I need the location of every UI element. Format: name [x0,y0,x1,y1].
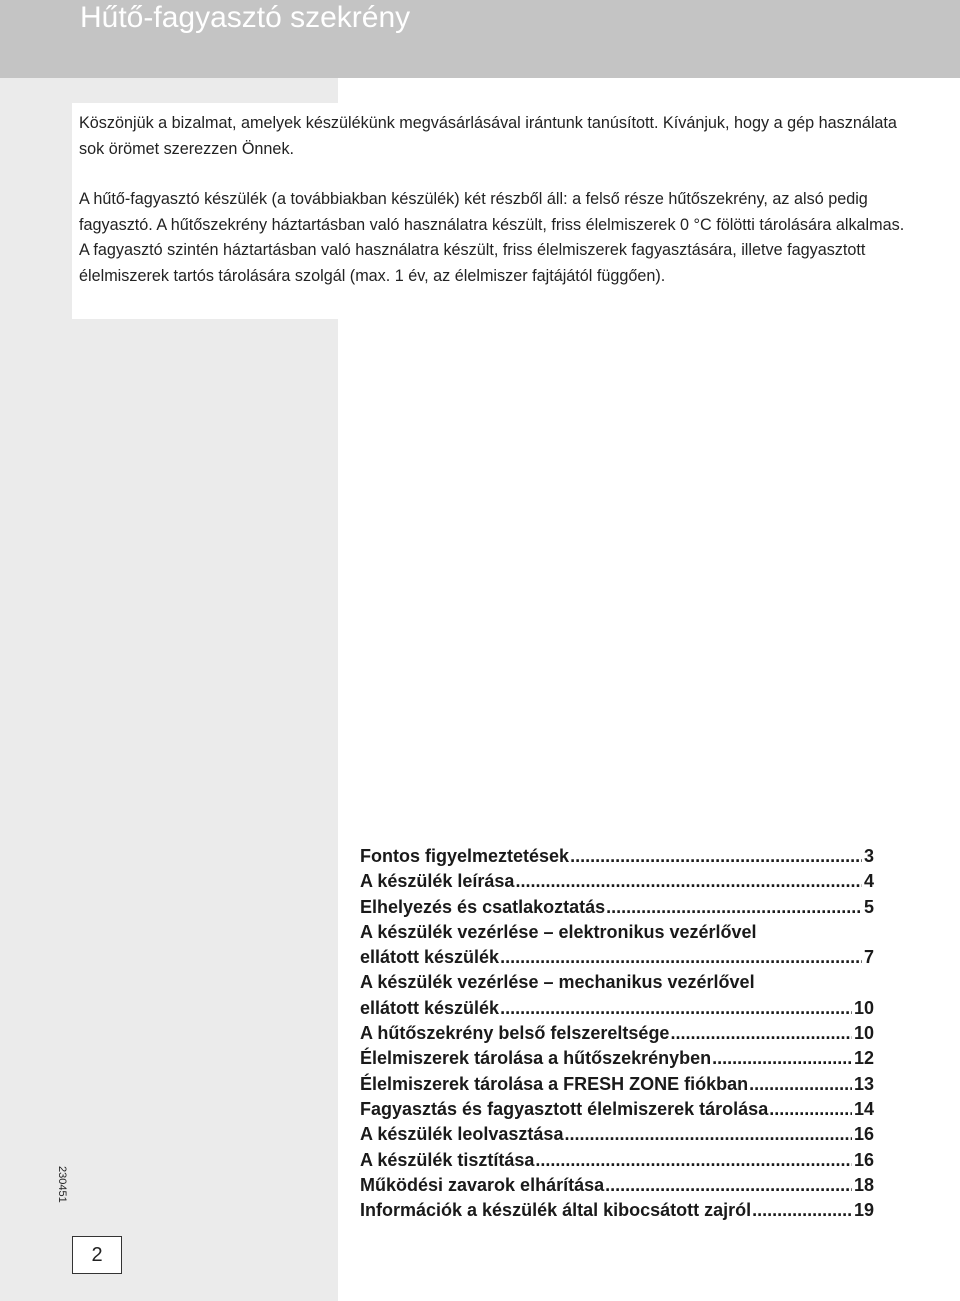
intro-paragraph: A hűtő-fagyasztó készülék (a továbbiakban készülék) két részből áll: a felső része hűtőszekrény, az alsó pedig fagyasztó. A hűtőszekrény háztartásban való használatra készült, friss élelmiszerek 0 °C fölötti tárolására alkalmas. [79,190,905,234]
toc-entry[interactable] [360,945,874,970]
toc-entry[interactable] [360,996,874,1021]
page-title: Hűtő-fagyasztó szekrény [80,1,411,34]
toc-leader-dots [605,1173,852,1198]
toc-entry[interactable] [360,1122,874,1147]
toc-entry-page: 5 [863,896,874,917]
toc-entry-page: 16 [853,1149,874,1170]
toc-entry[interactable] [360,895,874,920]
toc-entry[interactable] [360,1046,874,1071]
toc-leader-dots [749,1072,852,1097]
toc-entry-page: 7 [863,947,874,968]
toc-entry-title: Információk a készülék által kibocsátott zajról [360,1200,752,1221]
page-number [72,1236,122,1274]
toc-leader-dots [752,1198,852,1223]
toc-entry-title: Elhelyezés és csatlakoztatás [360,896,606,917]
toc-entry-page: 12 [853,1048,874,1069]
toc-entry-page: 18 [853,1174,874,1195]
toc-entry[interactable] [360,844,874,869]
document-code: 230451 [56,1166,68,1203]
toc-entry[interactable] [360,1021,874,1046]
toc-entry-title: ellátott készülék [360,997,500,1018]
toc-entry-page: 10 [853,1023,874,1044]
toc-leader-dots [500,996,852,1021]
toc-entry-page: 4 [863,871,874,892]
toc-entry-first-line[interactable]: A készülék vezérlése – elektronikus vezérlővel [360,921,757,942]
toc-entry-title: A készülék leolvasztása [360,1124,564,1145]
toc-entry[interactable] [360,1198,874,1223]
toc-entry-first-line[interactable]: A készülék vezérlése – mechanikus vezérlővel [360,972,755,993]
toc-leader-dots [500,945,862,970]
toc-leader-dots [535,1148,852,1173]
toc-leader-dots [570,844,862,869]
toc-entry[interactable] [360,869,874,894]
toc-leader-dots [564,1122,852,1147]
toc-entry-title: Élelmiszerek tárolása a FRESH ZONE fiókban [360,1073,749,1094]
page-number-label: 2 [91,1243,103,1266]
intro-paragraph: A fagyasztó szintén háztartásban való használatra készült, friss élelmiszerek fagyasztására, illetve fagyasztott élelmiszerek tartós tárolására szolgál (max. 1 év, az élelmiszer fajtájától függően). [79,241,866,285]
toc-entry-page: 16 [853,1124,874,1145]
toc-entry-page: 3 [863,846,874,866]
toc-entry[interactable] [360,1173,874,1198]
toc-leader-dots [712,1046,852,1071]
table-of-contents [360,844,874,1223]
toc-entry[interactable] [360,1072,874,1097]
toc-entry-title: ellátott készülék [360,947,500,968]
intro-paragraph: Köszönjük a bizalmat, amelyek készülékünk megvásárlásával irántunk tanúsított. Kívánjuk, hogy a gép használata sok örömet szerezzen Önnek. [79,114,897,158]
toc-entry-page: 19 [853,1200,874,1221]
toc-entry-title: Fagyasztás és fagyasztott élelmiszerek tárolása [360,1098,769,1119]
toc-entry[interactable] [360,1148,874,1173]
toc-entry-title: Fontos figyelmeztetések [360,846,570,866]
toc-leader-dots [606,895,862,920]
toc-entry[interactable] [360,1097,874,1122]
toc-entry-page: 10 [853,997,874,1018]
toc-entry-title: Működési zavarok elhárítása [360,1174,605,1195]
toc-entry-page: 13 [853,1073,874,1094]
toc-entry-page: 14 [853,1098,874,1119]
toc-entry-title: Élelmiszerek tárolása a hűtőszekrényben [360,1048,712,1069]
toc-entry-title: A készülék leírása [360,871,515,892]
toc-leader-dots [515,869,862,894]
toc-entry-title: A készülék tisztítása [360,1149,535,1170]
toc-leader-dots [670,1021,852,1046]
intro-text [79,111,909,290]
toc-entry-title: A hűtőszekrény belső felszereltsége [360,1023,670,1044]
toc-leader-dots [769,1097,852,1122]
